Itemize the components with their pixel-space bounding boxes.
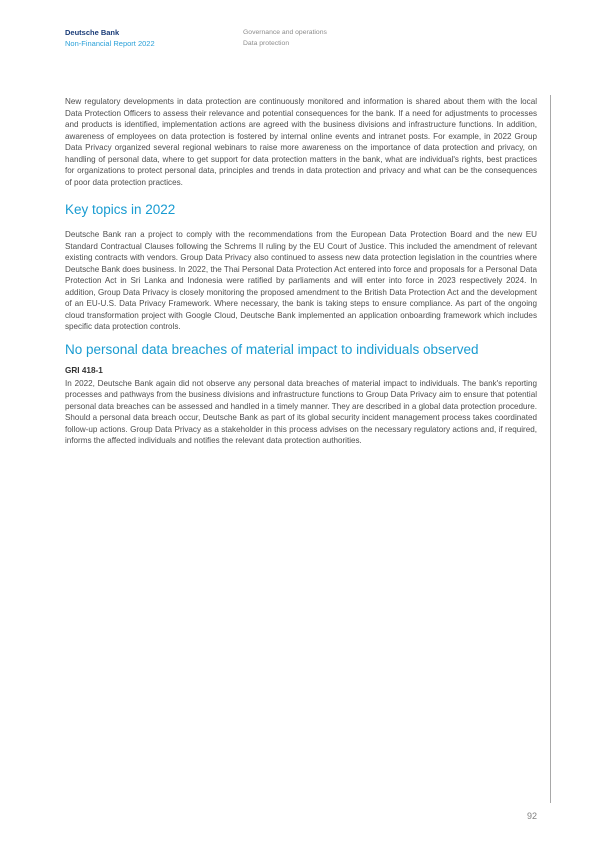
- main-content: [65, 96, 537, 447]
- intro-paragraph: New regulatory developments in data protection are continuously monitored and information is shared about them with the local Data Protection Officers to assess their relevance and potential consequences for the bank. If a need for adjustments to processes and products is identified, implementation actions are agreed with the business divisions and infrastructure functions. In addition, awareness of employees on data protection is fostered by internal online events and intranet posts. For example, in 2022 Group Data Privacy organized several regional webinars to raise more awareness on the importance of data protection and privacy, on handling of personal data, where to get support for data protection matters in the bank, what are individual's rights, best practices for organizations to protect personal data, principles and trends in data protection and privacy and what can be the consequences of poor data protection practices.: [65, 97, 537, 187]
- right-margin-rule: [550, 95, 551, 803]
- header-brand: [65, 27, 155, 49]
- header-section: [243, 28, 327, 49]
- gri-standard-label: GRI 418-1: [65, 365, 103, 375]
- heading-key-topics: Key topics in 2022: [65, 202, 176, 217]
- section-name: Governance and operations: [243, 29, 327, 36]
- page-number: 92: [527, 811, 538, 821]
- key-topics-paragraph: Deutsche Bank ran a project to comply with the recommendations from the European Data Protection Board and the new EU Standard Contractual Clauses following the Schrems II ruling by the EU Court of Justice. This included the amendment of relevant existing contracts with vendors. Group Data Privacy also continued to assess new data protection legislation in the countries where Deutsche Bank does business. In 2022, the Thai Personal Data Protection Act entered into force and proposals for a Personal Data Protection Act in Sri Lanka and Indonesia were ratified by parliaments and will enter into force in 2023 respectively 2024. In addition, Group Data Privacy is closely monitoring the proposed amendment to the British Data Protection Act and the development of an EU-U.S. Data Privacy Framework. Where necessary, the bank is taking steps to ensure compliance. As part of the ongoing cloud transformation project with Google Cloud, Deutsche Bank implemented an application onboarding framework which includes specific data protection controls.: [65, 230, 537, 331]
- subsection-name: Data protection: [243, 39, 290, 47]
- breaches-paragraph: In 2022, Deutsche Bank again did not observe any personal data breaches of material impact to individuals. The bank's reporting processes and pathways from the business divisions and infrastructure functions to Group Data Privacy aim to ensure that potential personal data breaches can be assessed and handled in a timely manner. They are described in a global data protection procedure. Should a personal data breach occur, Deutsche Bank as part of its global security incident management process takes coordinated follow-up actions. Group Data Privacy as a stakeholder in this process advises on the necessary regulatory actions and, if required, informs the affected individuals and notifies the relevant data protection authorities.: [65, 378, 537, 445]
- report-title: Non-Financial Report 2022: [65, 39, 155, 48]
- brand-name: Deutsche Bank: [65, 28, 120, 37]
- heading-no-breaches: No personal data breaches of material impact to individuals observed: [65, 341, 479, 357]
